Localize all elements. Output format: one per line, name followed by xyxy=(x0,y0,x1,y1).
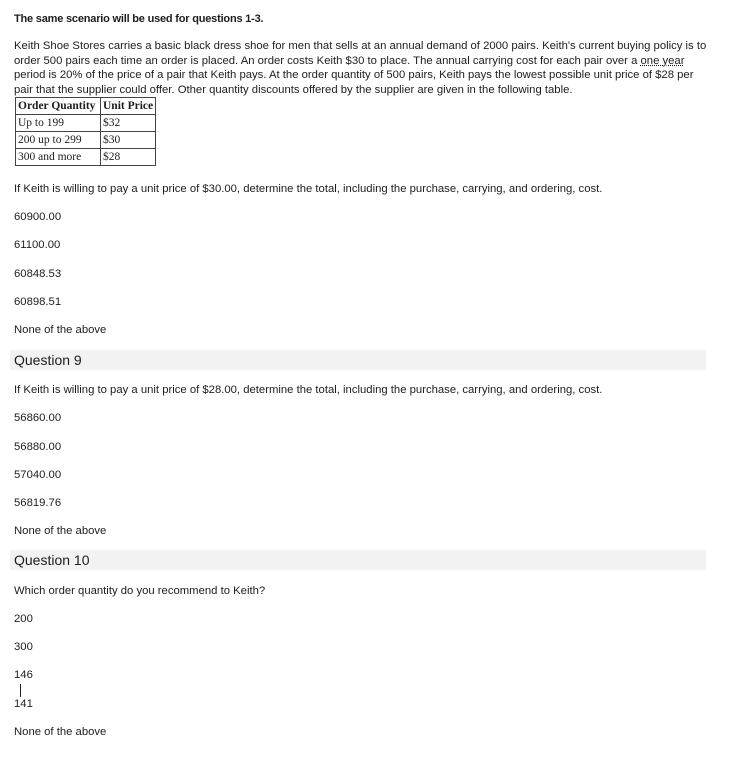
question-8-option-2[interactable]: 61100.00 xyxy=(14,239,61,251)
scenario-underlined-term: one year xyxy=(640,54,685,67)
question-8-option-5[interactable]: None of the above xyxy=(14,324,107,336)
question-10-option-2[interactable]: 300 xyxy=(14,641,33,653)
table-cell: Up to 199 xyxy=(16,115,101,132)
question-8-option-1[interactable]: 60900.00 xyxy=(14,211,62,223)
table-cell: 200 up to 299 xyxy=(16,132,101,149)
text-cursor xyxy=(20,684,21,697)
question-10-heading: Question 10 xyxy=(10,550,706,570)
question-9-option-3[interactable]: 57040.00 xyxy=(14,469,62,481)
scenario-text xyxy=(14,39,714,97)
question-10-option-4[interactable]: 141 xyxy=(14,698,33,710)
question-8-text: If Keith is willing to pay a unit price of $30.00, determine the total, including the purchase, carrying, and ordering, cost. xyxy=(14,183,603,195)
table-cell: $30 xyxy=(101,132,156,149)
question-9-text: If Keith is willing to pay a unit price of $28.00, determine the total, including the purchase, carrying, and ordering, cost. xyxy=(14,384,603,396)
table-header-order-quantity: Order Quantity xyxy=(16,98,101,115)
question-8-option-3[interactable]: 60848.53 xyxy=(14,268,62,280)
table-row xyxy=(16,132,156,149)
question-9-option-5[interactable]: None of the above xyxy=(14,525,107,537)
table-cell: 300 and more xyxy=(16,149,101,166)
question-10-text: Which order quantity do you recommend to Keith? xyxy=(14,585,266,597)
question-9-option-2[interactable]: 56880.00 xyxy=(14,441,62,453)
scenario-note: The same scenario will be used for questions 1-3. xyxy=(14,13,264,25)
table-row xyxy=(16,115,156,132)
table-cell: $32 xyxy=(101,115,156,132)
question-10-option-1[interactable]: 200 xyxy=(14,613,33,625)
table-header-unit-price: Unit Price xyxy=(101,98,156,115)
question-9-option-1[interactable]: 56860.00 xyxy=(14,412,62,424)
quantity-discount-table xyxy=(15,97,156,166)
scenario-text-part1: Keith Shoe Stores carries a basic black dress shoe for men that sells at an annual demand of 2000 pairs. Keith's current buying policy is to order 500 pairs each time an order is placed. An order costs Keith $30 to place. The annual carrying cost for each pair over a xyxy=(14,40,707,67)
table-cell: $28 xyxy=(101,149,156,166)
table-row xyxy=(16,149,156,166)
question-9-option-4[interactable]: 56819.76 xyxy=(14,497,62,509)
scenario-text-part2: period is 20% of the price of a pair that Keith pays. At the order quantity of 500 pairs, Keith pays the lowest possible unit price of $28 per pair that the supplier could offer. Other quantity discounts offered by the supplier are given in the following table. xyxy=(14,69,694,96)
question-10-option-3[interactable]: 146 xyxy=(14,669,33,681)
question-8-option-4[interactable]: 60898.51 xyxy=(14,296,62,308)
question-10-option-5[interactable]: None of the above xyxy=(14,726,107,738)
table-header-row xyxy=(16,98,156,115)
question-9-heading: Question 9 xyxy=(10,350,706,370)
